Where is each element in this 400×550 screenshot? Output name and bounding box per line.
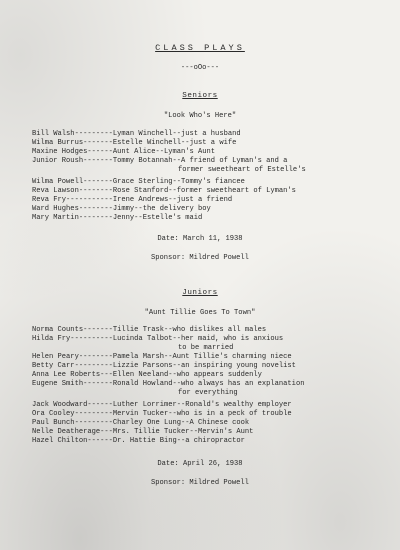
cast-line-continuation: to be married [178,344,234,352]
cast-line: Reva Lawson--------Rose Stanford--former sweetheart of Lyman's [32,187,296,195]
cast-line-continuation: former sweetheart of Estelle's [178,166,306,174]
cast-line: Eugene Smith-------Ronald Howland--who always has an explanation [32,380,305,388]
cast-line: Nelle Deatherage---Mrs. Tillie Tucker--Mervin's Aunt [32,428,254,436]
seniors-sponsor: Sponsor: Mildred Powell [151,254,249,262]
juniors-sponsor: Sponsor: Mildred Powell [151,479,249,487]
cast-line: Ward Hughes--------Jimmy--the delivery boy [32,205,211,213]
juniors-date: Date: April 26, 1938 [157,460,243,468]
cast-line: Bill Walsh---------Lyman Winchell--just a husband [32,130,241,138]
cast-line: Norma Counts-------Tillie Trask--who dislikes all males [32,326,267,334]
title-divider: ---oOo--- [180,64,220,72]
cast-line: Ora Cooley---------Mervin Tucker--who is in a peck of trouble [32,410,292,418]
cast-line: Junior Roush-------Tommy Botannah--A friend of Lyman's and a [32,157,288,165]
cast-line: Reva Fry-----------Irene Andrews--just a friend [32,196,233,204]
cast-line: Paul Bunch---------Charley One Lung--A Chinese cook [32,419,250,427]
cast-line: Hilda Fry----------Lucinda Talbot--her maid, who is anxious [32,335,284,343]
cast-line: Betty Carr---------Lizzie Parsons--an inspiring young novelist [32,362,296,370]
seniors-heading: Seniors [182,92,218,100]
cast-line: Hazel Chilton------Dr. Hattie Bing--a chiropractor [32,437,245,445]
cast-line-continuation: for everything [178,389,238,397]
seniors-date: Date: March 11, 1938 [157,235,243,243]
cast-line: Helen Peary--------Pamela Marsh--Aunt Tillie's charming niece [32,353,292,361]
seniors-play-title: "Look Who's Here" [163,112,237,120]
cast-line: Maxine Hodges------Aunt Alice--Lyman's Aunt [32,148,216,156]
juniors-heading: Juniors [182,289,218,297]
cast-line: Wilma Burrus-------Estelle Winchell--just a wife [32,139,237,147]
cast-line: Jack Woodward------Luther Lorrimer--Ronald's wealthy employer [32,401,292,409]
cast-line: Mary Martin--------Jenny--Estelle's maid [32,214,203,222]
cast-line: Anna Lee Roberts---Ellen Neeland--who appears suddenly [32,371,262,379]
juniors-play-title: "Aunt Tillie Goes To Town" [144,309,256,317]
document-title: CLASS PLAYS [155,43,245,53]
cast-line: Wilma Powell-------Grace Sterling--Tommy's fiancee [32,178,245,186]
